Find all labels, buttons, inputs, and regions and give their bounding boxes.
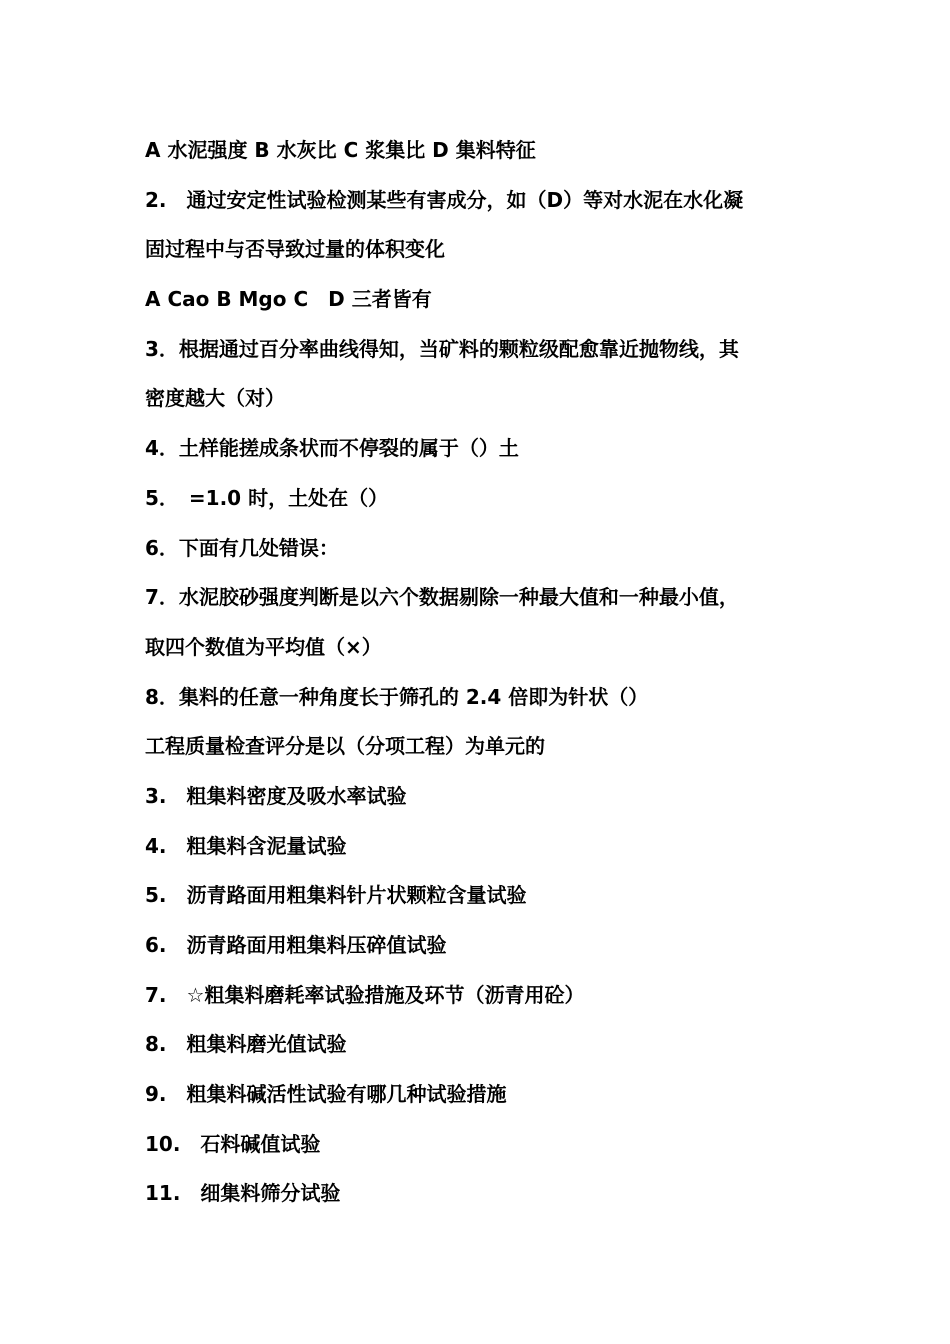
list-item: 3. 粗集料密度及吸水率试验 xyxy=(145,783,407,808)
question-line: 3．根据通过百分率曲线得知，当矿料的颗粒级配愈靠近抛物线，其 xyxy=(145,336,739,361)
question-line-continued: 密度越大（对） xyxy=(145,386,285,411)
document-body xyxy=(145,128,825,1221)
question-line: 7．水泥胶砂强度判断是以六个数据剔除一种最大值和一种最小值， xyxy=(145,585,739,610)
question-line-continued: 取四个数值为平均值（×） xyxy=(145,634,382,659)
question-line: 6．下面有几处错误： xyxy=(145,535,339,560)
question-line: 2. 通过安定性试验检测某些有害成分，如（D）等对水泥在水化凝 xyxy=(145,187,744,212)
question-line: 5． =1.0 时，土处在（） xyxy=(145,485,389,510)
list-item: 9. 粗集料碱活性试验有哪几种试验措施 xyxy=(145,1082,507,1107)
list-item: 5. 沥青路面用粗集料针片状颗粒含量试验 xyxy=(145,883,527,908)
statement-line: 工程质量检查评分是以（分项工程）为单元的 xyxy=(145,734,545,759)
list-item: 11. 细集料筛分试验 xyxy=(145,1181,341,1206)
list-item: 7. ☆粗集料磨耗率试验措施及环节（沥青用砼） xyxy=(145,982,585,1007)
question-line: 4．土样能搓成条状而不停裂的属于（）土 xyxy=(145,436,519,461)
option-line: A Cao B Mgo C D 三者皆有 xyxy=(145,287,432,312)
list-item: 10. 石料碱值试验 xyxy=(145,1131,321,1156)
question-line: 8．集料的任意一种角度长于筛孔的 2.4 倍即为针状（） xyxy=(145,684,649,709)
list-item: 4. 粗集料含泥量试验 xyxy=(145,833,347,858)
question-line-continued: 固过程中与否导致过量的体积变化 xyxy=(145,237,445,262)
list-item: 6. 沥青路面用粗集料压碎值试验 xyxy=(145,933,447,957)
list-item: 8. 粗集料磨光值试验 xyxy=(145,1032,347,1057)
option-line: A 水泥强度 B 水灰比 C 浆集比 D 集料特征 xyxy=(145,138,536,162)
